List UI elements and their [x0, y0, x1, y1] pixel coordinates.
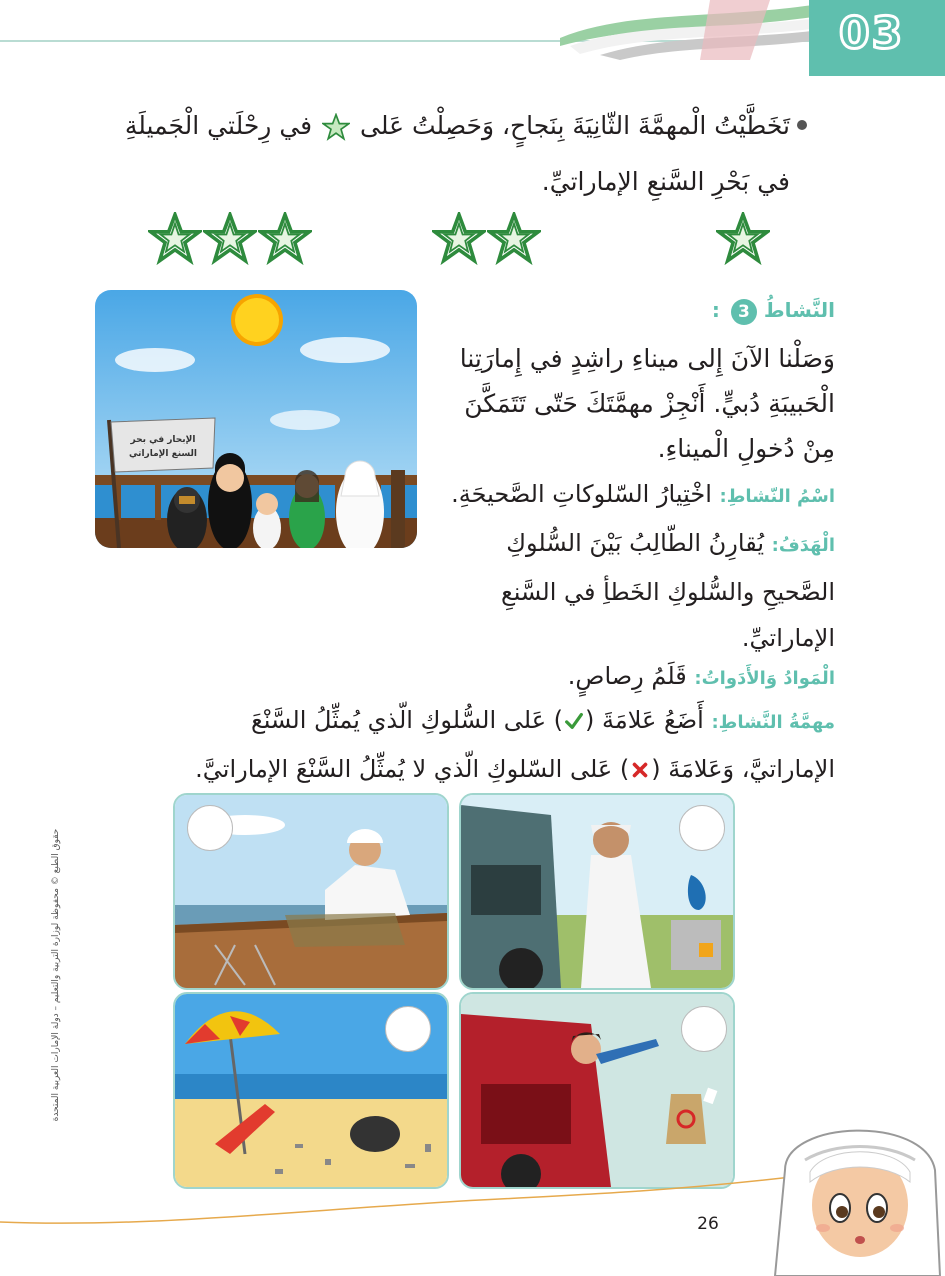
activity-body — [430, 336, 835, 661]
check-icon — [563, 710, 585, 732]
boy-mascot-illustration — [765, 1100, 945, 1276]
unit-badge — [809, 0, 945, 76]
answer-circle[interactable] — [679, 805, 725, 851]
materials-value: قَلَمُ رِصاصٍ. — [567, 662, 687, 690]
activity-title-colon: : — [711, 298, 720, 322]
panel-boy-littering-car — [459, 992, 735, 1189]
activity-number-badge: 3 — [731, 299, 757, 325]
materials-row — [100, 653, 835, 702]
task-label: مهمَّةُ النَّشاطِ: — [711, 712, 835, 733]
photo-flag-text-1: الإبحار في بحر — [130, 435, 196, 445]
star-icon — [487, 212, 541, 266]
star-icon — [258, 212, 312, 266]
star-icon — [322, 113, 350, 141]
activity-name-value: اخْتِيارُ السّلوكاتِ الصَّحيحَةِ. — [451, 480, 712, 508]
unit-number: 03 — [839, 8, 905, 59]
intro-text-end: في رِحْلَتي الْجَميلَةِ — [124, 111, 313, 140]
answer-circle[interactable] — [187, 805, 233, 851]
activity-name-label: اسْمُ النّشاطِ: — [719, 486, 835, 507]
answer-circle[interactable] — [385, 1006, 431, 1052]
star-icon — [203, 212, 257, 266]
copyright-notice — [46, 800, 64, 1160]
star-icon — [716, 212, 770, 266]
panel-man-trash-bin — [459, 793, 735, 990]
activity-title — [640, 298, 835, 325]
uae-flag-ribbon — [560, 0, 820, 60]
intro-text-line2: في بَحْرِ السَّنعِ الإماراتيِّ. — [541, 167, 790, 196]
activity-text-line: وَصَلْنا الآنَ إِلى ميناءِ راشِدٍ في إِمارَتِنا — [459, 344, 835, 373]
page-number: 26 — [697, 1214, 719, 1234]
activity-text-line: مِنْ دُخولِ الْميناءِ. — [657, 434, 835, 463]
footer-decoration-line — [0, 1170, 800, 1230]
panel-littered-beach — [173, 992, 449, 1189]
intro-text-start: تَخَطَّيْتُ الْمهمَّةَ الثّانِيَةَ بِنَجاحٍ، وَحَصِلْتُ عَلى — [360, 111, 790, 140]
goal-text-line: الصَّحيحِ والسُّلوكِ الخَطأِ في السَّنعِ — [501, 578, 835, 606]
copyright-text: حقوق الطبع © محفوظة لوزارة التربية والتعليم – دولة الإمارات العربية المتحدة — [51, 828, 61, 1122]
task-text: أَضَعُ عَلامَةَ ( — [585, 706, 704, 734]
bullet-point — [797, 120, 807, 130]
activity-label: النَّشاطُ — [763, 298, 835, 322]
star-icon — [148, 212, 202, 266]
task-paragraph — [100, 697, 835, 792]
family-boat-illustration — [95, 290, 417, 548]
task-text: ) عَلى السّلوكِ الّذي لا يُمثِّلُ السَّنْعَ الإماراتيَّ. — [195, 755, 630, 783]
intro-paragraph — [100, 98, 790, 210]
goal-text-line: يُقارِنُ الطّالِبُ بَيْنَ السُّلوكِ — [506, 529, 765, 557]
task-text: ) عَلى السُّلوكِ الّذي يُمثِّلُ السَّنْعَ — [250, 706, 564, 734]
activity-text-line: الْحَبيبَةِ دُبيٍّ. أَنْجِزْ مهمَّتَكَ حَتّى تَتَمَكَّنَ — [464, 389, 835, 418]
goal-label: الْهَدَفُ: — [771, 535, 835, 556]
photo-flag-text-2: السنع الإماراتي — [128, 449, 198, 459]
materials-label: الْمَوادُ وَالأَدَواتُ: — [694, 668, 835, 689]
task-text: الإماراتيَّ، وَعَلامَةَ ( — [651, 755, 835, 783]
cross-icon — [629, 759, 651, 781]
panel-fisherman — [173, 793, 449, 990]
answer-circle[interactable] — [681, 1006, 727, 1052]
goal-text-line: الإماراتيِّ. — [741, 624, 835, 652]
star-icon — [432, 212, 486, 266]
